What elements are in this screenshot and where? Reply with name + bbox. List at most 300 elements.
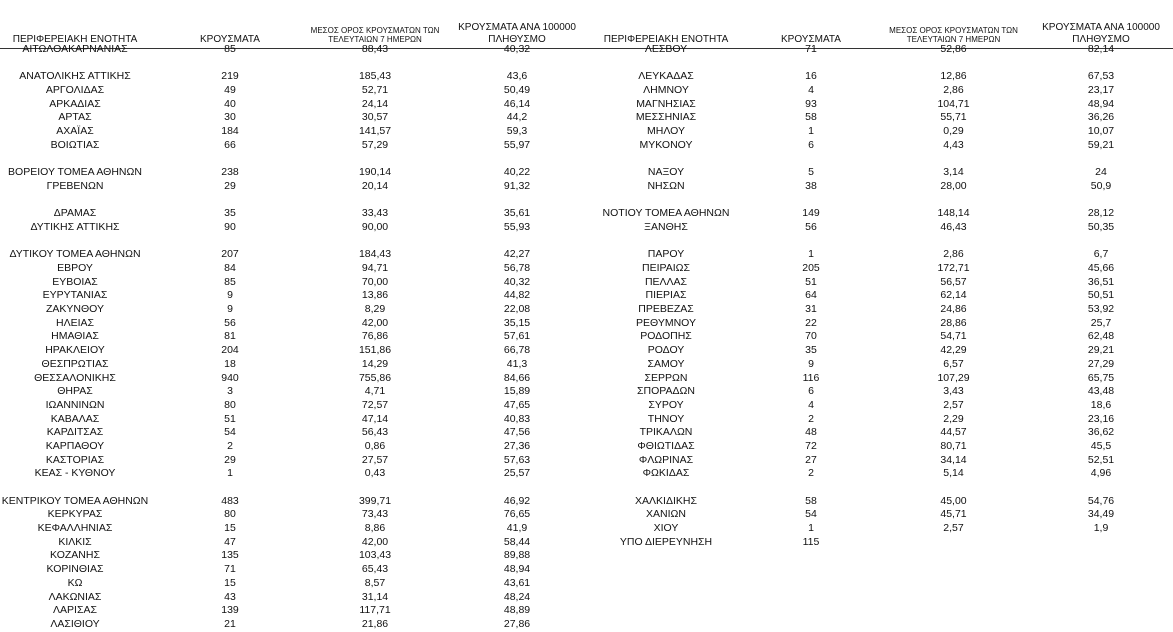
cell-avg7: 3,14 — [943, 166, 964, 179]
cell-region: ΦΘΙΩΤΙΔΑΣ — [637, 439, 695, 452]
cell-cases: 80 — [224, 398, 236, 411]
cell-cases: 85 — [224, 275, 236, 288]
cell-cases: 9 — [227, 303, 233, 316]
table-row — [586, 70, 1173, 84]
table-row — [586, 385, 1173, 399]
cell-avg7: 0,86 — [364, 439, 386, 452]
cell-per100k: 62,48 — [1087, 330, 1115, 343]
table-row — [0, 536, 586, 550]
table-row — [0, 84, 586, 98]
cell-region: ΚΕΝΤΡΙΚΟΥ ΤΟΜΕΑ ΑΘΗΝΩΝ — [1, 494, 149, 507]
cell-region: ΧΑΛΚΙΔΙΚΗΣ — [635, 494, 697, 507]
cell-cases: 1 — [227, 467, 233, 480]
cell-per100k: 18,6 — [1090, 398, 1112, 411]
cell-per100k: 44,82 — [503, 289, 531, 302]
cell-per100k: 66,78 — [503, 344, 531, 357]
table-row — [0, 207, 586, 221]
cell-region: ΧΙΟΥ — [653, 522, 679, 535]
cell-cases: 51 — [805, 275, 817, 288]
cell-per100k: 4,96 — [1090, 467, 1112, 480]
table-left — [0, 0, 586, 632]
cell-cases: 48 — [805, 426, 817, 439]
cell-region: ΝΗΣΩΝ — [647, 179, 685, 192]
cell-per100k: 56,78 — [503, 262, 531, 274]
table-row — [586, 344, 1173, 358]
cell-per100k: 41,9 — [506, 522, 528, 535]
table-row — [586, 125, 1173, 139]
table-body-left — [0, 43, 586, 632]
cell-avg7: 0,43 — [364, 467, 386, 480]
cell-region: ΛΑΣΙΘΙΟΥ — [50, 617, 100, 630]
cell-avg7: 56,43 — [361, 426, 389, 439]
cell-avg7: 13,86 — [361, 289, 389, 302]
cell-region: ΡΟΔΟΠΗΣ — [640, 330, 692, 343]
header-avg7-line2: ΤΕΛΕΥΤΑΙΩΝ 7 ΗΜΕΡΩΝ — [906, 35, 1001, 45]
header-region: ΠΕΡΙΦΕΡΕΙΑΚΗ ΕΝΟΤΗΤΑ — [603, 34, 729, 45]
cell-per100k: 43,6 — [506, 70, 528, 83]
table-row — [0, 289, 586, 303]
cell-per100k: 40,32 — [503, 43, 531, 55]
cell-avg7: 30,57 — [361, 111, 389, 124]
cell-cases: 2 — [808, 412, 814, 425]
cell-per100k: 50,51 — [1087, 289, 1115, 302]
table-row — [586, 221, 1173, 235]
table-row — [586, 303, 1173, 317]
cell-region: ΚΙΛΚΙΣ — [58, 535, 92, 548]
header-per100k-line1: ΚΡΟΥΣΜΑΤΑ ΑΝΑ 100000 — [458, 22, 576, 33]
cell-avg7: 42,00 — [361, 535, 389, 548]
cell-avg7: 52,71 — [361, 84, 389, 97]
cell-avg7: 47,14 — [361, 412, 389, 425]
cell-avg7: 2,86 — [943, 84, 964, 97]
cell-region: ΜΕΣΣΗΝΙΑΣ — [635, 111, 697, 124]
header-cases: ΚΡΟΥΣΜΑΤΑ — [200, 34, 260, 45]
cell-region: ΧΑΝΙΩΝ — [646, 508, 686, 521]
cell-cases: 16 — [805, 70, 817, 83]
cell-avg7: 107,29 — [937, 371, 970, 384]
table-row — [0, 413, 586, 427]
cell-region: ΜΗΛΟΥ — [647, 125, 685, 138]
cell-cases: 1 — [808, 125, 814, 138]
table-row — [586, 289, 1173, 303]
cell-region: ΠΙΕΡΙΑΣ — [645, 289, 687, 302]
cell-region: ΘΕΣΠΡΩΤΙΑΣ — [41, 357, 109, 370]
cell-region: ΚΑΒΑΛΑΣ — [50, 412, 100, 425]
cell-cases: 56 — [805, 220, 817, 233]
cell-avg7: 104,71 — [937, 97, 970, 110]
cell-avg7: 8,86 — [364, 522, 386, 535]
cell-cases: 56 — [224, 316, 236, 329]
table-row — [586, 426, 1173, 440]
cell-per100k: 25,57 — [503, 467, 531, 480]
cell-region: ΘΕΣΣΑΛΟΝΙΚΗΣ — [34, 371, 116, 384]
cell-per100k: 34,49 — [1087, 508, 1115, 521]
cell-region: ΓΡΕΒΕΝΩΝ — [46, 179, 104, 192]
cell-per100k: 59,3 — [506, 125, 528, 138]
cell-cases: 21 — [224, 617, 236, 630]
table-row — [0, 495, 586, 509]
table-right — [586, 0, 1173, 632]
table-row — [0, 262, 586, 276]
table-row — [586, 317, 1173, 331]
cell-avg7: 399,71 — [358, 494, 392, 507]
cell-region: ΗΡΑΚΛΕΙΟΥ — [45, 344, 105, 357]
cell-per100k: 42,27 — [503, 248, 531, 261]
cell-region: ΑΡΓΟΛΙΔΑΣ — [45, 84, 105, 97]
table-row — [586, 358, 1173, 372]
cell-avg7: 90,00 — [361, 220, 389, 233]
cell-cases: 2 — [808, 467, 814, 480]
cell-avg7: 2,57 — [943, 398, 964, 411]
cell-region: ΣΑΜΟΥ — [647, 357, 685, 370]
cell-region: ΑΡΤΑΣ — [58, 111, 92, 124]
cell-cases: 4 — [808, 84, 814, 97]
cell-cases: 51 — [224, 412, 236, 425]
cell-region: ΡΕΘΥΜΝΟΥ — [635, 316, 696, 329]
cell-region: ΚΟΡΙΝΘΙΑΣ — [46, 563, 104, 576]
table-row — [586, 166, 1173, 180]
cell-avg7: 45,00 — [940, 494, 967, 507]
table-row — [0, 454, 586, 468]
cell-per100k: 53,92 — [1087, 303, 1115, 316]
cell-region: ΛΑΡΙΣΑΣ — [53, 604, 97, 617]
table-row — [0, 303, 586, 317]
cell-region: ΚΕΡΚΥΡΑΣ — [47, 508, 103, 521]
cell-cases: 22 — [805, 316, 817, 329]
cell-per100k: 55,97 — [503, 138, 531, 151]
cell-avg7: 56,57 — [940, 275, 967, 288]
cell-cases: 43 — [224, 590, 236, 603]
cell-avg7: 28,00 — [940, 179, 967, 192]
cell-region: ΒΟΙΩΤΙΑΣ — [50, 138, 100, 151]
cell-avg7: 57,29 — [361, 138, 389, 151]
cell-per100k: 57,63 — [503, 453, 531, 466]
cell-region: ΔΡΑΜΑΣ — [53, 207, 97, 220]
cell-cases: 84 — [224, 262, 236, 274]
table-row — [0, 125, 586, 139]
cell-region: ΠΕΙΡΑΙΩΣ — [642, 262, 690, 274]
cell-cases: 58 — [805, 494, 817, 507]
cell-cases: 27 — [805, 453, 817, 466]
cell-region: ΔΥΤΙΚΟΥ ΤΟΜΕΑ ΑΘΗΝΩΝ — [9, 248, 141, 261]
cell-per100k: 48,94 — [1087, 97, 1115, 110]
cell-avg7: 42,00 — [361, 316, 389, 329]
cell-cases: 238 — [221, 166, 239, 179]
cell-cases: 35 — [805, 344, 817, 357]
cell-region: ΑΙΤΩΛΟΑΚΑΡΝΑΝΙΑΣ — [22, 43, 128, 55]
cell-cases: 204 — [221, 344, 239, 357]
cell-cases: 30 — [224, 111, 236, 124]
cell-region: ΚΑΡΠΑΘΟΥ — [45, 439, 105, 452]
cell-cases: 9 — [227, 289, 233, 302]
header-avg7-line1: ΜΕΣΟΣ ΟΡΟΣ ΚΡΟΥΣΜΑΤΩΝ ΤΩΝ — [310, 25, 440, 35]
table-row — [0, 522, 586, 536]
table-row — [0, 426, 586, 440]
table-row — [586, 98, 1173, 112]
cell-per100k: 36,26 — [1087, 111, 1115, 124]
cell-avg7: 76,86 — [361, 330, 389, 343]
table-row — [586, 43, 1173, 57]
table-row — [0, 221, 586, 235]
cell-cases: 116 — [802, 371, 820, 384]
table-row — [586, 481, 1173, 495]
cell-per100k: 89,88 — [503, 549, 531, 562]
cell-region: ΛΗΜΝΟΥ — [643, 84, 689, 97]
cell-region: ΣΕΡΡΩΝ — [644, 371, 688, 384]
cell-region: ΚΑΣΤΟΡΙΑΣ — [45, 453, 105, 466]
cell-region: ΛΕΥΚΑΔΑΣ — [638, 70, 694, 83]
cell-cases: 6 — [808, 138, 814, 151]
cell-region: ΗΛΕΙΑΣ — [55, 316, 94, 329]
header-cases: ΚΡΟΥΣΜΑΤΑ — [781, 34, 841, 45]
cell-region: ΚΑΡΔΙΤΣΑΣ — [46, 426, 104, 439]
table-row — [586, 372, 1173, 386]
cell-cases: 15 — [224, 522, 236, 535]
cell-avg7: 94,71 — [361, 262, 389, 274]
cell-cases: 71 — [224, 563, 236, 576]
cell-avg7: 755,86 — [358, 371, 392, 384]
cell-per100k: 40,22 — [503, 166, 531, 179]
cell-cases: 72 — [805, 439, 817, 452]
cell-cases: 29 — [224, 179, 236, 192]
table-row — [0, 604, 586, 618]
cell-per100k: 41,3 — [506, 357, 528, 370]
table-row — [586, 330, 1173, 344]
table-row — [0, 139, 586, 153]
cell-avg7: 24,86 — [940, 303, 967, 316]
cell-region: ΕΥΡΥΤΑΝΙΑΣ — [42, 289, 108, 302]
cell-region: ΤΗΝΟΥ — [647, 412, 685, 425]
table-row — [0, 577, 586, 591]
cell-cases: 184 — [221, 125, 239, 138]
cell-region: ΦΛΩΡΙΝΑΣ — [638, 453, 694, 466]
cell-per100k: 1,9 — [1093, 522, 1109, 535]
cell-region: ΑΝΑΤΟΛΙΚΗΣ ΑΤΤΙΚΗΣ — [19, 70, 131, 83]
table-row — [586, 139, 1173, 153]
cell-region: ΠΕΛΛΑΣ — [644, 275, 688, 288]
cell-cases: 15 — [224, 576, 236, 589]
cell-avg7: 45,71 — [940, 508, 967, 521]
cell-region: ΝΟΤΙΟΥ ΤΟΜΕΑ ΑΘΗΝΩΝ — [602, 207, 730, 220]
cell-avg7: 21,86 — [361, 617, 389, 630]
table-row — [0, 276, 586, 290]
table-row — [0, 317, 586, 331]
cell-avg7: 141,57 — [358, 125, 392, 138]
cell-cases: 205 — [802, 262, 820, 274]
cell-avg7: 27,57 — [361, 453, 389, 466]
cell-per100k: 52,51 — [1087, 453, 1115, 466]
cell-per100k: 50,9 — [1090, 179, 1112, 192]
cell-region: ΛΕΣΒΟΥ — [644, 43, 688, 55]
cell-per100k: 27,86 — [503, 617, 531, 630]
cell-region: ΒΟΡΕΙΟΥ ΤΟΜΕΑ ΑΘΗΝΩΝ — [8, 166, 142, 179]
cell-cases: 6 — [808, 385, 814, 398]
cell-cases: 80 — [224, 508, 236, 521]
cell-avg7: 3,43 — [943, 385, 964, 398]
cell-cases: 38 — [805, 179, 817, 192]
table-row — [0, 43, 586, 57]
cell-per100k: 55,93 — [503, 220, 531, 233]
cell-per100k: 27,36 — [503, 439, 531, 452]
table-row — [586, 536, 1173, 550]
cell-per100k: 40,83 — [503, 412, 531, 425]
table-row — [0, 194, 586, 208]
cell-avg7: 6,57 — [943, 357, 964, 370]
cell-region: ΚΕΦΑΛΛΗΝΙΑΣ — [37, 522, 113, 535]
table-row — [586, 467, 1173, 481]
cell-avg7: 0,29 — [943, 125, 964, 138]
cell-cases: 219 — [221, 70, 239, 83]
table-row — [0, 111, 586, 125]
cell-region: ΣΠΟΡΑΔΩΝ — [637, 385, 695, 398]
cell-per100k: 25,7 — [1090, 316, 1112, 329]
cell-cases: 66 — [224, 138, 236, 151]
cell-per100k: 45,5 — [1090, 439, 1112, 452]
cell-per100k: 44,2 — [506, 111, 528, 124]
cell-avg7: 72,57 — [361, 398, 389, 411]
table-row — [0, 618, 586, 632]
cell-per100k: 59,21 — [1087, 138, 1115, 151]
cell-region: ΗΜΑΘΙΑΣ — [51, 330, 99, 343]
table-row — [0, 235, 586, 249]
table-row — [0, 372, 586, 386]
cell-avg7: 148,14 — [937, 207, 970, 220]
cell-cases: 93 — [805, 97, 817, 110]
cell-cases: 9 — [808, 357, 814, 370]
cell-per100k: 48,94 — [503, 563, 531, 576]
cell-avg7: 34,14 — [940, 453, 967, 466]
cell-avg7: 31,14 — [361, 590, 389, 603]
table-row — [0, 440, 586, 454]
cell-avg7: 151,86 — [358, 344, 392, 357]
cell-avg7: 2,57 — [943, 522, 964, 535]
cell-cases: 70 — [805, 330, 817, 343]
cell-cases: 1 — [808, 522, 814, 535]
cell-cases: 135 — [221, 549, 239, 562]
table-row — [586, 440, 1173, 454]
cell-region: ΣΥΡΟΥ — [648, 398, 684, 411]
cell-region: ΠΡΕΒΕΖΑΣ — [638, 303, 694, 316]
table-row — [0, 385, 586, 399]
cell-cases: 5 — [808, 166, 814, 179]
cell-avg7: 46,43 — [940, 220, 967, 233]
cell-avg7: 20,14 — [361, 179, 389, 192]
cell-per100k: 29,21 — [1087, 344, 1115, 357]
cell-avg7: 44,57 — [940, 426, 967, 439]
cell-per100k: 43,61 — [503, 576, 531, 589]
table-row — [0, 591, 586, 605]
cell-region: ΝΑΞΟΥ — [647, 166, 685, 179]
cell-per100k: 35,15 — [503, 316, 531, 329]
header-per100k-line2: ΠΛΗΘΥΣΜΟ — [1072, 34, 1130, 45]
cell-region: ΜΥΚΟΝΟΥ — [639, 138, 693, 151]
cell-avg7: 73,43 — [361, 508, 389, 521]
cell-avg7: 28,86 — [940, 316, 967, 329]
cell-avg7: 117,71 — [359, 604, 391, 617]
cell-avg7: 8,29 — [364, 303, 386, 316]
cell-per100k: 35,61 — [503, 207, 531, 220]
cell-per100k: 36,62 — [1087, 426, 1115, 439]
cell-avg7: 14,29 — [361, 357, 389, 370]
cell-per100k: 15,89 — [503, 385, 531, 398]
table-row — [586, 522, 1173, 536]
table-row — [586, 57, 1173, 71]
table-row — [586, 413, 1173, 427]
cell-region: ΥΠΟ ΔΙΕΡΕΥΝΗΣΗ — [619, 535, 713, 548]
cell-avg7: 190,14 — [358, 166, 392, 179]
table-row — [0, 248, 586, 262]
cell-avg7: 65,43 — [361, 563, 389, 576]
cell-cases: 115 — [802, 535, 820, 548]
table-row — [586, 262, 1173, 276]
cell-avg7: 70,00 — [361, 275, 389, 288]
cell-avg7: 4,43 — [943, 138, 964, 151]
cell-region: ΑΡΚΑΔΙΑΣ — [49, 97, 101, 110]
cell-per100k: 47,56 — [503, 426, 531, 439]
table-row — [0, 467, 586, 481]
cell-region: ΜΑΓΝΗΣΙΑΣ — [636, 97, 696, 110]
cell-cases: 47 — [224, 535, 236, 548]
cell-avg7: 5,14 — [943, 467, 964, 480]
table-row — [0, 330, 586, 344]
table-row — [586, 194, 1173, 208]
cell-cases: 3 — [227, 385, 233, 398]
cell-avg7: 4,71 — [364, 385, 386, 398]
cell-region: ΘΗΡΑΣ — [57, 385, 93, 398]
cell-avg7: 12,86 — [940, 70, 967, 83]
table-row — [586, 495, 1173, 509]
cell-per100k: 36,51 — [1087, 275, 1115, 288]
header-avg7-line2: ΤΕΛΕΥΤΑΙΩΝ 7 ΗΜΕΡΩΝ — [328, 35, 422, 45]
cell-per100k: 48,89 — [503, 604, 531, 617]
cell-region: ΛΑΚΩΝΙΑΣ — [48, 590, 102, 603]
cell-avg7: 62,14 — [940, 289, 967, 302]
cell-cases: 4 — [808, 398, 814, 411]
table-row — [586, 508, 1173, 522]
cell-region: ΕΒΡΟΥ — [57, 262, 93, 274]
table-row — [0, 508, 586, 522]
cell-cases: 207 — [221, 248, 239, 261]
cell-per100k: 43,48 — [1087, 385, 1115, 398]
cell-cases: 18 — [224, 357, 236, 370]
cell-cases: 940 — [221, 371, 239, 384]
cell-cases: 54 — [805, 508, 817, 521]
cell-region: ΞΑΝΘΗΣ — [644, 220, 688, 233]
cell-avg7: 103,43 — [358, 549, 392, 562]
cell-per100k: 45,66 — [1087, 262, 1115, 274]
cell-per100k: 23,17 — [1087, 84, 1115, 97]
cell-cases: 1 — [808, 248, 814, 261]
cell-avg7: 88,43 — [361, 43, 389, 55]
cell-region: ΚΩ — [67, 576, 83, 589]
cell-per100k: 47,65 — [503, 398, 531, 411]
cell-region: ΕΥΒΟΙΑΣ — [52, 275, 98, 288]
cell-region: ΔΥΤΙΚΗΣ ΑΤΤΙΚΗΣ — [30, 220, 120, 233]
table-row — [0, 153, 586, 167]
table-row — [586, 276, 1173, 290]
cell-region: ΦΩΚΙΔΑΣ — [642, 467, 690, 480]
table-row — [586, 180, 1173, 194]
table-row — [0, 57, 586, 71]
cell-cases: 35 — [224, 207, 236, 220]
cell-avg7: 54,71 — [940, 330, 967, 343]
cell-region: ΡΟΔΟΥ — [647, 344, 685, 357]
cell-cases: 81 — [224, 330, 236, 343]
header-region: ΠΕΡΙΦΕΡΕΙΑΚΗ ΕΝΟΤΗΤΑ — [12, 34, 138, 45]
table-row — [0, 481, 586, 495]
cell-cases: 85 — [224, 43, 236, 55]
table-row — [586, 235, 1173, 249]
